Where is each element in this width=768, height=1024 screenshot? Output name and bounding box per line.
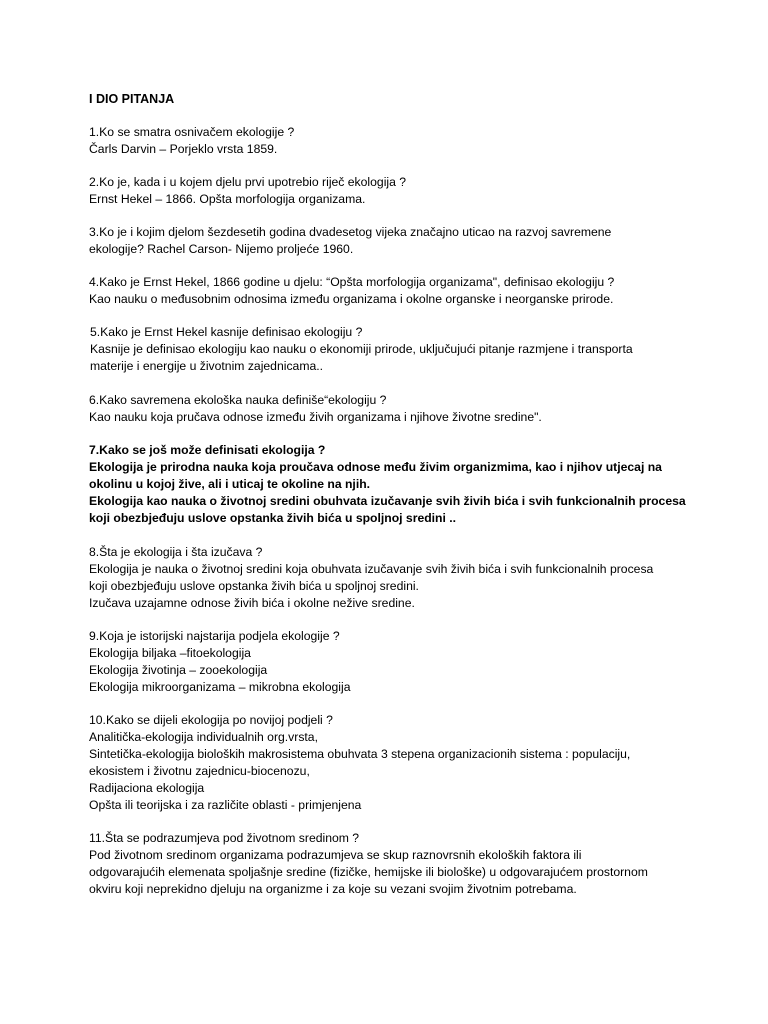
question-item-2 [89,174,689,208]
answer-text: Pod životnom sredinom organizama podrazumjeva se skup raznovrsnih ekoloških faktora ili [89,848,582,862]
question-item-5 [89,324,690,375]
answer-text: Ekologija je prirodna nauka koja proučava odnose među živim organizmima, kao i njihov utjecaj na [89,460,662,474]
answer-text: koji obezbjeđuju uslove opstanka živih bića u spoljnoj sredini. [89,579,419,593]
question-item-10 [89,712,689,814]
answer-text: Sintetička-ekologija bioloških makrosistema obuhvata 3 stepena organizacionih sistema : populaciju, [89,747,631,761]
answer-text: Opšta ili teorijska i za različite oblasti - primjenjena [89,798,362,812]
question-text: 6.Kako savremena ekološka nauka definiše“ekologiju ? [89,393,387,407]
answer-text: Ekologija kao nauka o životnoj sredini obuhvata izučavanje svih živih bića i svih funkcionalnih procesa [89,494,686,508]
question-text: 3.Ko je i kojim djelom šezdesetih godina dvadesetog vijeka značajno uticao na razvoj savremene [89,225,612,239]
question-text: 8.Šta je ekologija i šta izučava ? [89,545,263,559]
question-text: 10.Kako se dijeli ekologija po novijoj podjeli ? [89,713,333,727]
answer-text: Ernst Hekel – 1866. Opšta morfologija organizama. [89,192,366,206]
question-text: 2.Ko je, kada i u kojem djelu prvi upotrebio riječ ekologija ? [89,175,407,189]
question-text: 11.Šta se podrazumjeva pod životnom sredinom ? [89,831,360,845]
answer-text: koji obezbjeđuju uslove opstanka živih bića u spoljnoj sredini .. [89,511,457,525]
answer-text: Čarls Darvin – Porjeklo vrsta 1859. [89,142,278,156]
question-item-8 [89,544,689,612]
answer-text: okviru koji neprekidno djeluju na organizme i za koje su vezani svojim životnim potrebama. [89,882,577,896]
answer-text: Ekologija je nauka o životnoj sredini koja obuhvata izučavanje svih živih bića i svih funkcionalnih procesa [89,562,654,576]
answer-text: ekosistem i životnu zajednicu-biocenozu, [89,764,310,778]
question-text: 7.Kako se još može definisati ekologija ? [89,443,326,457]
answer-text: Ekologija mikroorganizama – mikrobna ekologija [89,680,351,694]
answer-text: Ekologija životinja – zooekologija [89,663,268,677]
answer-text: Kao nauku koja pručava odnose između živih organizama i njihove životne sredine". [89,410,542,424]
question-text: 4.Kako je Ernst Hekel, 1866 godine u djelu: “Opšta morfologija organizama", definisao ekologiju ? [89,275,615,289]
question-item-6 [89,392,689,426]
question-text: 1.Ko se smatra osnivačem ekologije ? [89,125,295,139]
answer-text: materije i energije u životnim zajednicama.. [90,359,324,373]
answer-text: odgovarajućih elemenata spoljašnje sredine (fizičke, hemijske ili biološke) u odgovarajućem prostornom [89,865,648,879]
question-item-11 [89,830,689,898]
answer-text: Kasnije je definisao ekologiju kao nauku o ekonomiji prirode, uključujući pitanje razmjene i transporta [90,342,633,356]
question-text: 5.Kako je Ernst Hekel kasnije definisao ekologiju ? [90,325,363,339]
answer-text: okolinu u kojoj žive, ali i uticaj te okoline na njih. [89,477,371,491]
question-item-3 [89,224,689,258]
question-item-4 [89,274,689,308]
question-text: 9.Koja je istorijski najstarija podjela ekologije ? [89,629,340,643]
answer-text: Izučava uzajamne odnose živih bića i okolne nežive sredine. [89,596,415,610]
page-heading: I DIO PITANJA [89,92,175,106]
answer-text: ekologije? Rachel Carson- Nijemo proljeće 1960. [89,242,354,256]
question-item-1 [89,124,689,158]
answer-text: Kao nauku o međusobnim odnosima između organizama i okolne organske i neorganske prirode. [89,292,614,306]
question-item-7 [89,442,689,527]
question-item-9 [89,628,689,696]
answer-text: Ekologija biljaka –fitoekologija [89,646,251,660]
answer-text: Radijaciona ekologija [89,781,205,795]
answer-text: Analitička-ekologija individualnih org.vrsta, [89,730,318,744]
